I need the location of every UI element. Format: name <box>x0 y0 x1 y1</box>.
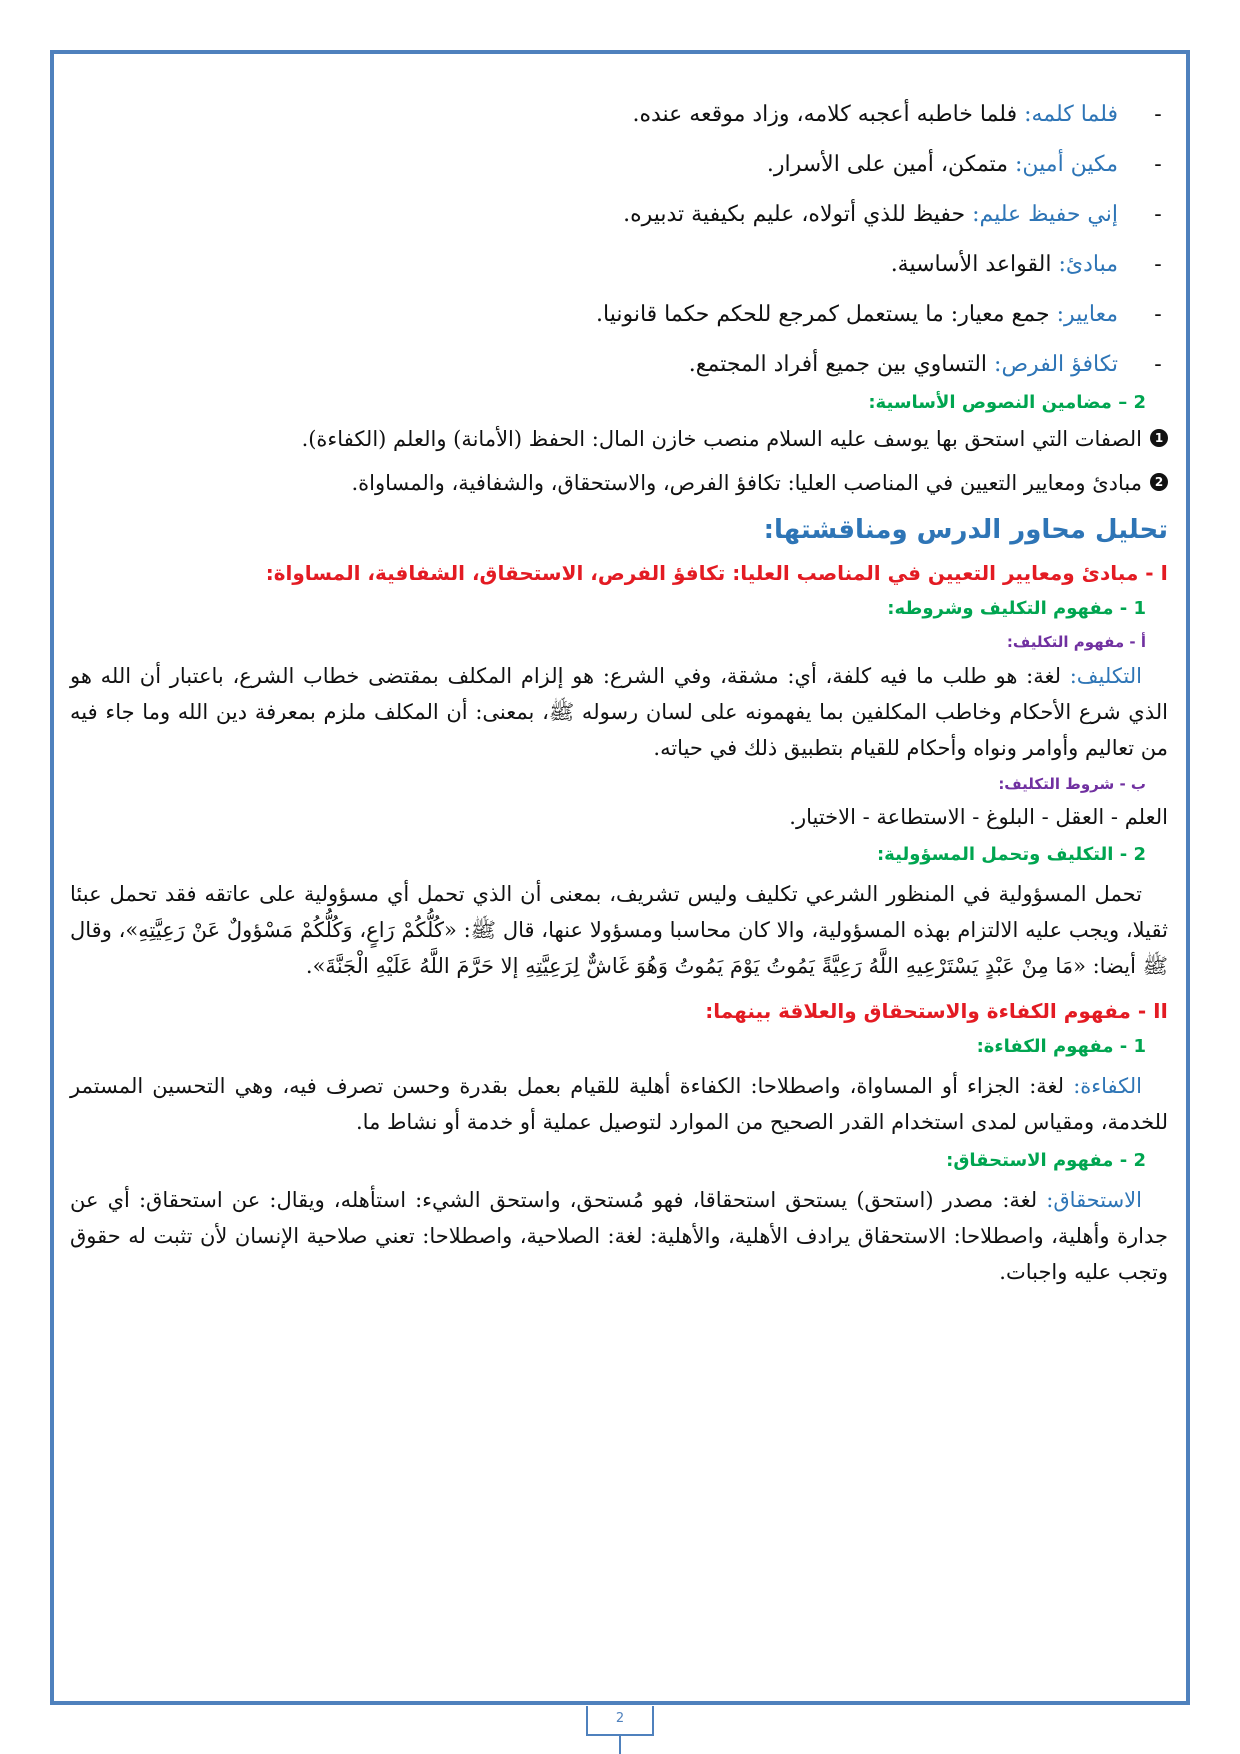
conditions-text: العلم - العقل - البلوغ - الاستطاعة - الاختيار. <box>789 805 1168 829</box>
page-content <box>70 100 1168 1670</box>
vocabulary-list <box>70 100 1168 380</box>
section-1-sub-1: 1 - مفهوم التكليف وشروطه: <box>887 598 1146 619</box>
section-1-title: I - مبادئ ومعايير التعيين في المناصب العليا: تكافؤ الفرص، الاستحقاق، الشفافية، المساواة: <box>265 561 1168 585</box>
page-number-stem <box>619 1736 621 1754</box>
section-1-sub-2: 2 - التكليف وتحمل المسؤولية: <box>876 844 1146 865</box>
contents-heading: 2 – مضامين النصوص الأساسية: <box>868 392 1146 413</box>
list-item: - فلما كلمه: فلما خاطبه أعجبه كلامه، وزاد موقعه عنده. <box>632 102 1162 127</box>
list-item: - مبادئ: القواعد الأساسية. <box>890 252 1162 277</box>
number-badge: 2 <box>1150 473 1168 491</box>
istihqaq-paragraph: الاستحقاق: لغة: مصدر (استحق) يستحق استحقاقا، فهو مُستحق، واستحق الشيء: استأهله، ويقال: عن استحقاق: أي عن جدارة وأهلية، واصطلاحا: الاستحقاق يرادف الأهلية، والأهلية: لغة: الصلاحية، واصطلاحا: تعني صلاحية الإنسان لأن تثبت له حقوق وتجب عليه واجبات. <box>70 1188 1168 1284</box>
number-badge: 1 <box>1150 429 1168 447</box>
list-item: - مكين أمين: متمكن، أمين على الأسرار. <box>766 152 1162 177</box>
section-2-sub-2: 2 - مفهوم الاستحقاق: <box>946 1150 1146 1171</box>
list-item: - إني حفيظ عليم: حفيظ للذي أتولاه، عليم بكيفية تدبيره. <box>623 202 1162 227</box>
list-item: 2 مبادئ ومعايير التعيين في المناصب العليا: تكافؤ الفرص، والاستحقاق، والشفافية، والمساواة. <box>70 468 1168 498</box>
list-item: - تكافؤ الفرص: التساوي بين جميع أفراد المجتمع. <box>688 352 1162 377</box>
section-1-sub-1b: ب - شروط التكليف: <box>998 775 1146 793</box>
analysis-title: تحليل محاور الدرس ومناقشتها: <box>763 515 1168 545</box>
page-number: 2 <box>586 1706 654 1736</box>
section-2-title: II - مفهوم الكفاءة والاستحقاق والعلاقة بينهما: <box>705 999 1168 1023</box>
list-item: - معايير: جمع معيار: ما يستعمل كمرجع للحكم حكما قانونيا. <box>596 302 1162 327</box>
responsibility-paragraph: تحمل المسؤولية في المنظور الشرعي تكليف وليس تشريف، بمعنى أن الذي تحمل أي مسؤولية على عاتقه فقد تحمل عبئا ثقيلا، ويجب عليه الالتزام بهذه المسؤولية، والا كان محاسبا ومسؤولا عنها، قال ﷺ: «كُلُّكُمْ رَاعٍ، وَكُلُّكُمْ مَسْؤولٌ عَنْ رَعِيَّتِهِ»، وقال ﷺ أيضا: «مَا مِنْ عَبْدٍ يَسْتَرْعِيهِ اللَّهُ رَعِيَّةً يَمُوتُ يَوْمَ يَمُوتُ وَهُوَ غَاشٌّ لِرَعِيَّتِهِ إلا حَرَّمَ اللَّهُ عَلَيْهِ الْجَنَّةَ». <box>70 882 1168 978</box>
section-1-sub-1a: أ - مفهوم التكليف: <box>1006 633 1146 651</box>
list-item: 1 الصفات التي استحق بها يوسف عليه السلام منصب خازن المال: الحفظ (الأمانة) والعلم (الكفاءة). <box>70 424 1168 454</box>
contents-list <box>70 424 1168 498</box>
taklif-paragraph: التكليف: لغة: هو طلب ما فيه كلفة، أي: مشقة، وفي الشرع: هو إلزام المكلف بمقتضى خطاب الشرع، باعتبار أن الله هو الذي شرع الأحكام وخاطب المكلفين بما يفهمونه على لسان رسوله ﷺ، بمعنى: أن المكلف ملزم بمعرفة دين الله وما جاء فيه من تعاليم وأوامر ونواه وأحكام للقيام بتطبيق ذلك في حياته. <box>70 664 1168 760</box>
kafaa-paragraph: الكفاءة: لغة: الجزاء أو المساواة، واصطلاحا: الكفاءة أهلية للقيام بعمل بقدرة وحسن تصرف فيه، وهي التحسين المستمر للخدمة، ومقياس لمدى استخدام القدر الصحيح من الموارد لتوصيل عملية أو خدمة أو نشاط ما. <box>70 1074 1168 1134</box>
section-2-sub-1: 1 - مفهوم الكفاءة: <box>976 1036 1146 1057</box>
